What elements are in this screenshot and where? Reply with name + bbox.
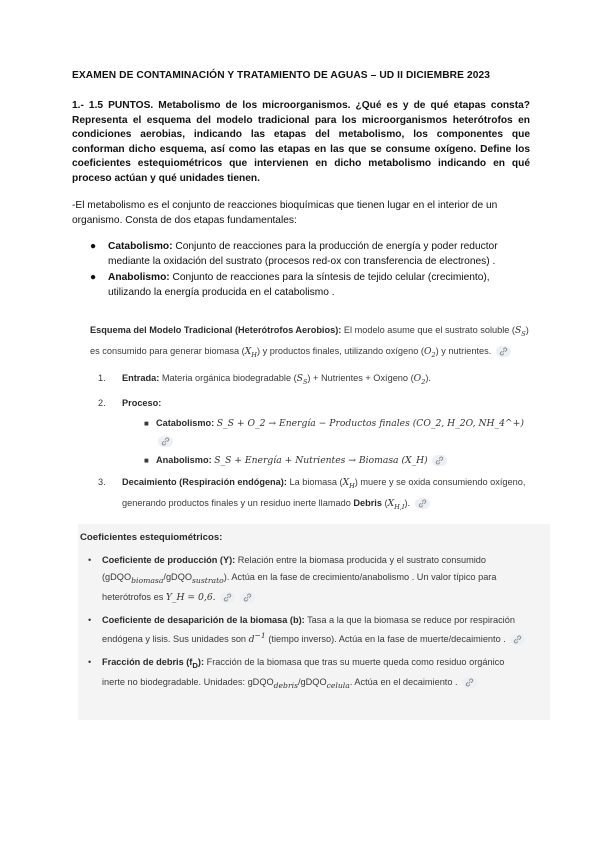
source-link-icon[interactable] (510, 634, 525, 645)
catabolism-formula: S_S + O_2 → Energía − Productos finales (CO_2, H_2O, NH_4^+) (216, 417, 524, 429)
definition-anabolismo: Conjunto de reacciones para la síntesis de tejido celular (crecimiento), utilizando la energía producida en el catabolismo . (108, 272, 490, 298)
question-statement: 1.- 1.5 PUNTOS. Metabolismo de los microorganismos. ¿Qué es y de qué etapas consta? Representa el esquema del modelo tradicional para los microorganismos heterótrofos en condiciones aerobias, indicando las etapas del metabolismo, los componentes que conforman dicho esquema, así como las etapas en las que se consume oxígeno. Define los coeficientes estequiométricos que intervienen en dicho metabolismo indicando en qué proceso actúan y qué unidades tienen. (72, 100, 530, 184)
scheme-steps (90, 370, 540, 517)
source-link-icon[interactable] (432, 455, 447, 466)
source-link-icon[interactable] (240, 592, 255, 603)
bullet-square-icon: ■ (144, 418, 149, 428)
sub-item-catabolismo: ■ Catabolismo: S_S + O_2 → Energía − Productos finales (CO_2, H_2O, NH_4^+) (122, 415, 540, 450)
exam-title: EXAMEN DE CONTAMINACIÓN Y TRATAMIENTO DE AGUAS – UD II DICIEMBRE 2023 (72, 70, 491, 81)
list-item: • Fracción de debris $(f_D)$: Fracción de la biomasa que tras su muerte queda como residuo orgánico inerte no biodegradable. Unidades: gDQO$_{debris}$/gDQO$_{celula}$. Actúa en el decaimiento . (88, 654, 528, 695)
source-link-icon[interactable] (158, 436, 173, 447)
bullet-dot-icon: • (88, 614, 92, 625)
definition-catabolismo: Conjunto de reacciones para la producción de energía y poder reductor mediante la oxidación del sustrato (procesos red-ox con transferencia de electrones) . (108, 241, 498, 267)
sub-item-anabolismo: ■ Anabolismo: S_S + Energía + Nutrientes → Biomasa (X_H) (122, 452, 540, 470)
bullet-square-icon: ■ (144, 456, 149, 466)
coefficients-heading: Coeficientes estequiométricos: (80, 532, 223, 543)
source-link-icon[interactable] (415, 498, 430, 509)
bullet-dot-icon: ● (90, 241, 97, 252)
list-item: • Coeficiente de producción (Y): Relación entre la biomasa producida y el sustrato consumido (gDQO$_{biomasa}$/gDQO$_{sustrato}$). Actúa en la fase de crecimiento/anabolismo . Un valor típico para heterótrofos es Y_H = 0,6. (88, 552, 528, 607)
coefficients-screenshot (78, 524, 550, 720)
term-anabolismo: Anabolismo: (108, 272, 170, 284)
list-item (90, 271, 530, 300)
scheme-screenshot (90, 322, 540, 520)
bullet-dot-icon: • (88, 555, 92, 565)
list-item: 2. Proceso: ■ Catabolismo: S_S + O_2 → Energía − Productos finales (CO_2, H_2O, NH_4^+) ■ Anabolismo: S_S + Energía + Nutrientes → Biomasa (X_H) (98, 395, 540, 469)
bullet-dot-icon: ● (90, 272, 97, 284)
list-item: 1. Entrada: Materia orgánica biodegradable $(S_S)$ + Nutrientes + Oxígeno $(O_2)$. (98, 372, 431, 386)
list-item: 3. Decaimiento (Respiración endógena): La biomasa $(X_H)$ muere y se oxida consumiendo oxígeno, generando productos finales y un residuo inerte llamado Debris $(X_{H,I})$. (98, 476, 526, 511)
source-link-icon[interactable] (462, 677, 477, 688)
term-catabolismo: Catabolismo: (108, 241, 173, 252)
metabolism-intro: -El metabolismo es el conjunto de reacciones bioquímicas que tienen lugar en el interior de un organismo. Consta de dos etapas fundamentales: (72, 200, 498, 226)
bullet-dot-icon: • (88, 656, 92, 667)
source-link-icon[interactable] (496, 346, 511, 357)
anabolism-formula: S_S + Energía + Nutrientes → Biomasa (X_H) (214, 455, 428, 467)
list-item (90, 240, 530, 269)
coefficients-list (88, 552, 528, 700)
scheme-heading: Esquema del Modelo Tradicional (Heterótrofos Aerobios): (90, 325, 342, 335)
list-item: • Coeficiente de desaparición de la biomasa (b): Tasa a la que la biomasa se reduce por respiración endógena y lisis. Sus unidades son $d^{-1}$ (tiempo inverso). Actúa en la fase de muerte/decaimiento . (88, 612, 528, 649)
scheme-intro: Esquema del Modelo Tradicional (Heterótrofos Aerobios): El modelo asume que el sustrato soluble $(S_S)$ es consumido para generar biomasa $(X_H)$ y productos finales, utilizando oxígeno $(O_2)$ y nutrientes. (90, 325, 529, 360)
metabolism-stages-list (90, 240, 530, 302)
source-link-icon[interactable] (220, 592, 235, 603)
